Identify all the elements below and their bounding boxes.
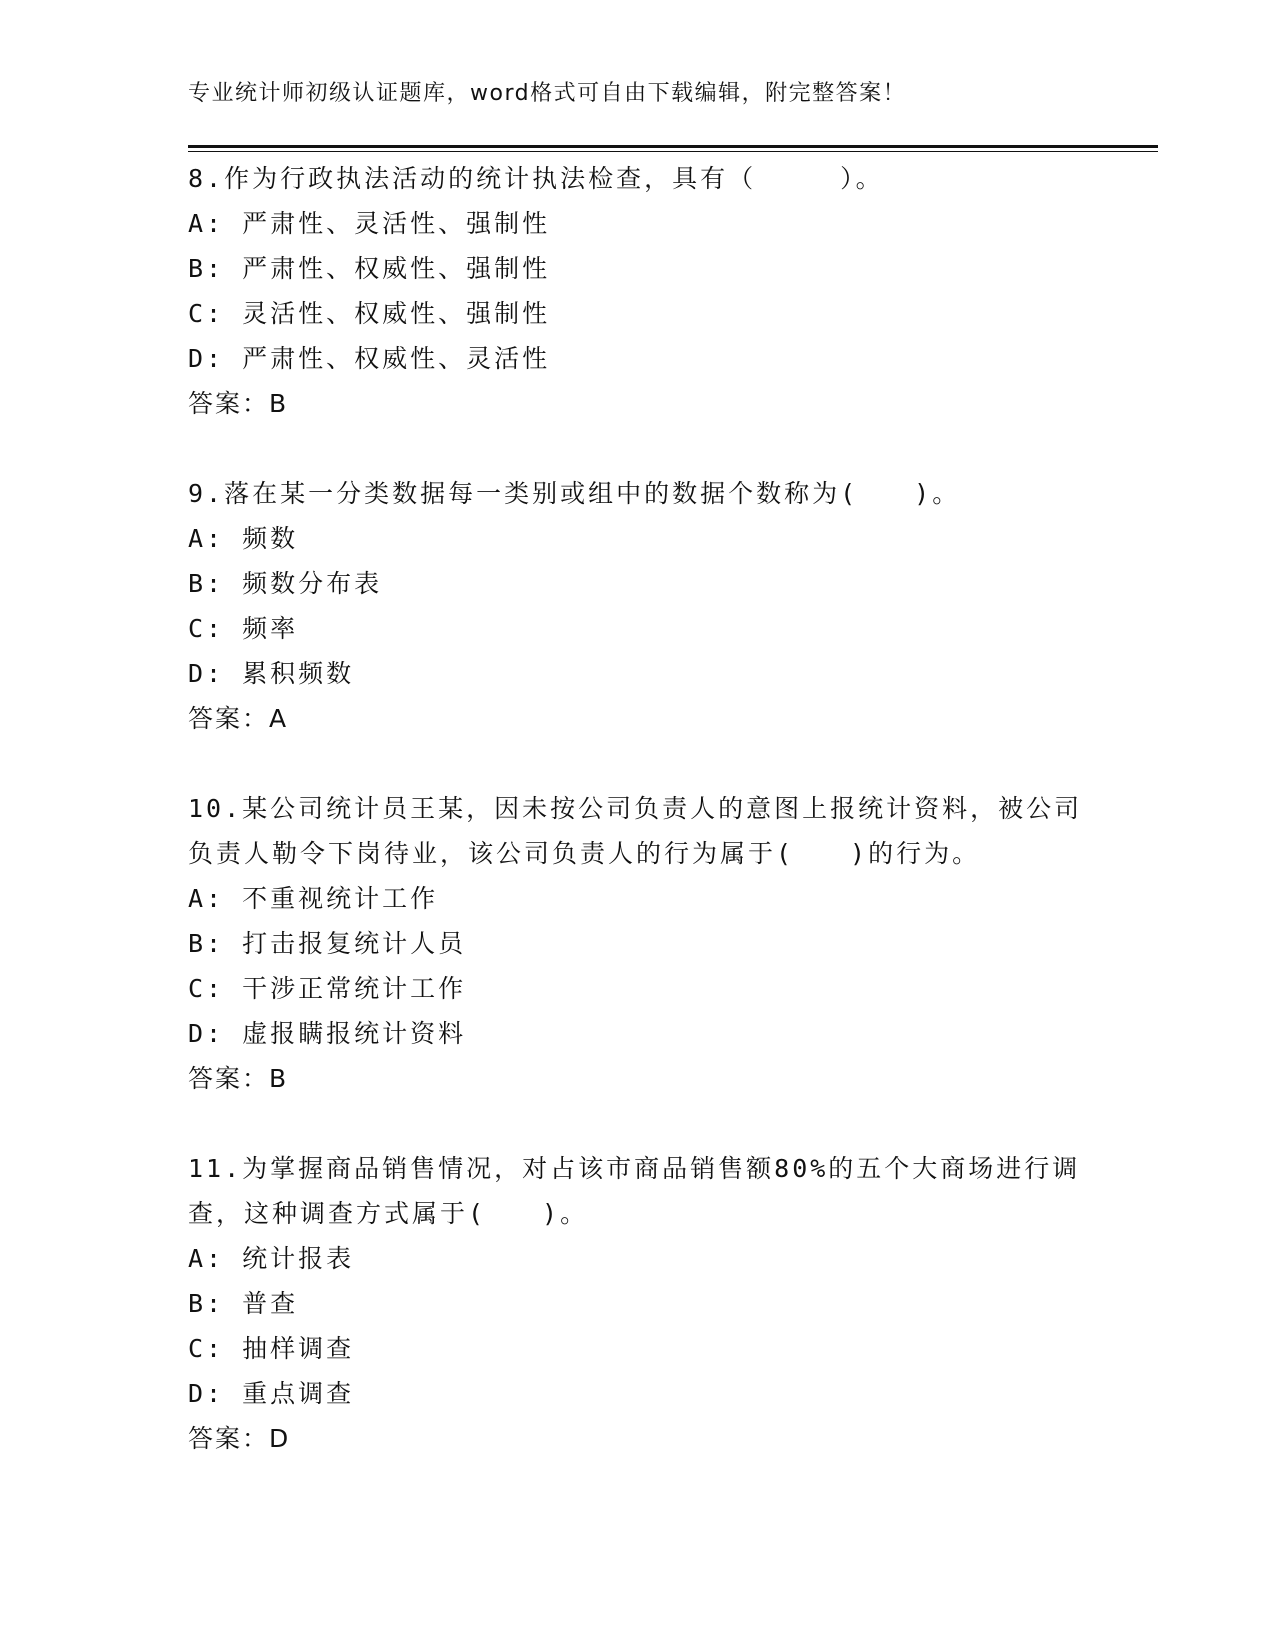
- question-10: [188, 786, 1088, 1101]
- option-d: D: 累积频数: [188, 659, 355, 688]
- option-c: C: 抽样调查: [188, 1334, 355, 1363]
- answer-line: 答案：B: [188, 1064, 289, 1093]
- option-b: B: 普查: [188, 1289, 299, 1318]
- option-b: B: 频数分布表: [188, 569, 383, 598]
- option-a: A: 不重视统计工作: [188, 884, 439, 913]
- option-a: A: 频数: [188, 524, 299, 553]
- option-c: C: 频率: [188, 614, 299, 643]
- option-d: D: 虚报瞒报统计资料: [188, 1019, 467, 1048]
- option-a: A: 严肃性、灵活性、强制性: [188, 209, 551, 238]
- option-a: A: 统计报表: [188, 1244, 355, 1273]
- answer-line: 答案：A: [188, 704, 289, 733]
- option-b: B: 严肃性、权威性、强制性: [188, 254, 551, 283]
- question-stem: 8.作为行政执法活动的统计执法检查，具有（ ）。: [188, 164, 884, 193]
- option-c: C: 干涉正常统计工作: [188, 974, 467, 1003]
- question-stem: 11.为掌握商品销售情况，对占该市商品销售额80%的五个大商场进行调查，这种调查方式属于( )。: [188, 1154, 1081, 1228]
- question-stem: 9.落在某一分类数据每一类别或组中的数据个数称为( )。: [188, 479, 961, 508]
- option-d: D: 重点调查: [188, 1379, 355, 1408]
- header-rule-thin: [188, 151, 1158, 152]
- page-header: 专业统计师初级认证题库，word格式可自由下载编辑，附完整答案！: [188, 81, 907, 106]
- option-c: C: 灵活性、权威性、强制性: [188, 299, 551, 328]
- option-b: B: 打击报复统计人员: [188, 929, 467, 958]
- question-list: [188, 156, 1088, 1506]
- question-8: [188, 156, 1088, 426]
- answer-line: 答案：D: [188, 1424, 291, 1453]
- header-rule-thick: [188, 145, 1158, 148]
- question-9: [188, 471, 1088, 741]
- question-stem: 10.某公司统计员王某，因未按公司负责人的意图上报统计资料，被公司负责人勒令下岗待业，该公司负责人的行为属于( )的行为。: [188, 794, 1083, 868]
- option-d: D: 严肃性、权威性、灵活性: [188, 344, 551, 373]
- answer-line: 答案：B: [188, 389, 289, 418]
- question-11: [188, 1146, 1088, 1461]
